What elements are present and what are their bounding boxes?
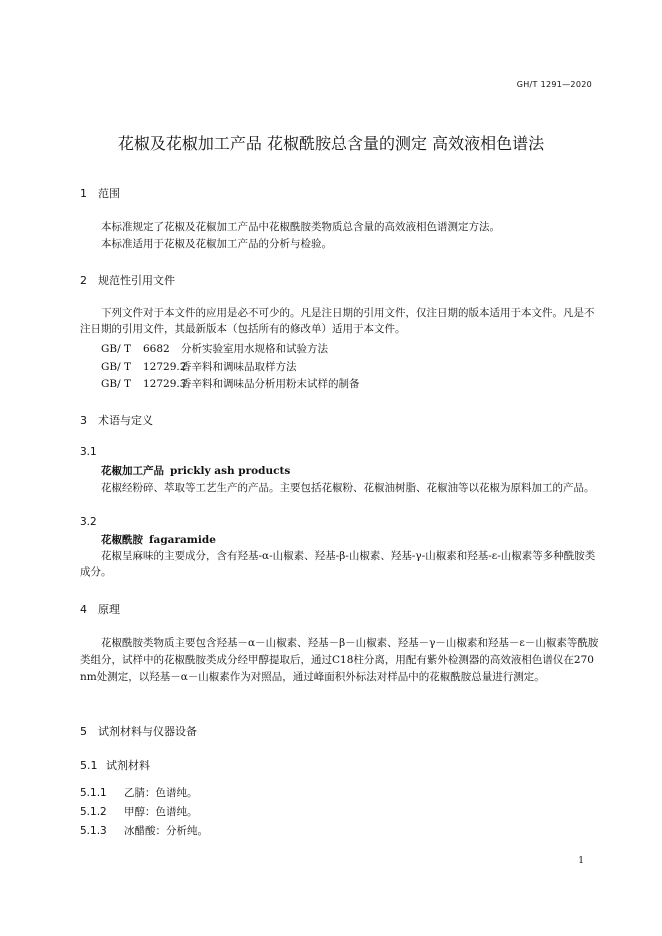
- item-text: 乙腈：色谱纯。: [124, 787, 198, 799]
- reference-name: 香辛料和调味品分析用粉末试样的制备: [181, 378, 360, 390]
- term-number: 3.2: [80, 516, 97, 528]
- section-number: 5: [80, 725, 87, 738]
- term-number: 3.1: [80, 446, 97, 458]
- term-definition: 花椒呈麻味的主要成分，含有羟基-α-山椒素、羟基-β-山椒素、羟基-γ-山椒素和羟基-ε-山椒素等多种酰胺类成分。: [80, 550, 596, 578]
- item-number: 5.1.1: [80, 787, 107, 799]
- term-en: fagaramide: [149, 534, 216, 546]
- reagent-item: [80, 804, 198, 819]
- scope-paragraph-1: 本标准规定了花椒及花椒加工产品中花椒酰胺类物质总含量的高效液相色谱测定方法。: [101, 221, 500, 233]
- section-1-heading: [80, 185, 120, 201]
- reference-number: 12729.3: [143, 378, 187, 390]
- section-number: 3: [80, 414, 87, 427]
- subsection-number: 5.1: [80, 759, 98, 772]
- reference-item: [101, 359, 297, 374]
- item-text: 冰醋酸：分析纯。: [124, 825, 208, 837]
- reference-name: 香辛料和调味品取样方法: [181, 361, 297, 373]
- reference-prefix: GB/ T: [101, 378, 131, 390]
- section-4-heading: [80, 601, 120, 617]
- reference-item: [101, 376, 360, 391]
- section-number: 2: [80, 274, 87, 287]
- section-title: 试剂材料与仪器设备: [98, 725, 197, 738]
- term-zh: 花椒酰胺: [101, 534, 143, 546]
- term-en: prickly ash products: [170, 465, 291, 477]
- item-text: 甲醇：色谱纯。: [124, 806, 198, 818]
- section-3-heading: [80, 412, 153, 428]
- term-heading: [101, 463, 290, 478]
- reference-prefix: GB/ T: [101, 361, 131, 373]
- reference-name: 分析实验室用水规格和试验方法: [181, 343, 328, 355]
- section-5-heading: [80, 723, 197, 739]
- reagent-item: [80, 823, 208, 838]
- principle-paragraph: 花椒酰胺类物质主要包含羟基－α－山椒素、羟基－β－山椒素、羟基－γ－山椒素和羟基－ε－山椒素等酰胺类组分，试样中的花椒酰胺类成分经甲醇提取后，通过C18柱分离，用配有紫外检测器的高效液相色谱仪在270 nm处测定，以羟基－α－山椒素作为对照品，通过峰面积外标法对样品中的花椒酰胺总量进行测定。: [80, 637, 599, 683]
- document-title: 花椒及花椒加工产品 花椒酰胺总含量的测定 高效液相色谱法: [117, 134, 545, 153]
- section-title: 术语与定义: [98, 414, 153, 427]
- section-number: 4: [80, 603, 87, 616]
- section-title: 规范性引用文件: [98, 274, 175, 287]
- subsection-title: 试剂材料: [106, 759, 150, 772]
- term-definition: 花椒经粉碎、萃取等工艺生产的产品。主要包括花椒粉、花椒油树脂、花椒油等以花椒为原料加工的产品。: [101, 482, 595, 494]
- section-number: 1: [80, 187, 87, 200]
- section-2-heading: [80, 272, 175, 288]
- reference-item: [101, 341, 328, 356]
- reference-number: 6682: [143, 343, 170, 355]
- standard-code: GH/T 1291—2020: [516, 80, 592, 89]
- term-zh: 花椒加工产品: [101, 465, 164, 477]
- reference-prefix: GB/ T: [101, 343, 131, 355]
- item-number: 5.1.2: [80, 806, 107, 818]
- reference-number: 12729.2: [143, 361, 187, 373]
- subsection-5-1-heading: [80, 757, 150, 773]
- section-title: 范围: [98, 187, 120, 200]
- item-number: 5.1.3: [80, 825, 107, 837]
- normative-references-paragraph: 下列文件对于本文件的应用是必不可少的。凡是注日期的引用文件，仅注日期的版本适用于本文件。凡是不注日期的引用文件，其最新版本（包括所有的修改单）适用于本文件。: [80, 307, 595, 335]
- reagent-item: [80, 785, 198, 800]
- section-title: 原理: [98, 603, 120, 616]
- page-number: 1: [578, 856, 584, 866]
- term-heading: [101, 532, 216, 547]
- scope-paragraph-2: 本标准适用于花椒及花椒加工产品的分析与检验。: [101, 238, 332, 250]
